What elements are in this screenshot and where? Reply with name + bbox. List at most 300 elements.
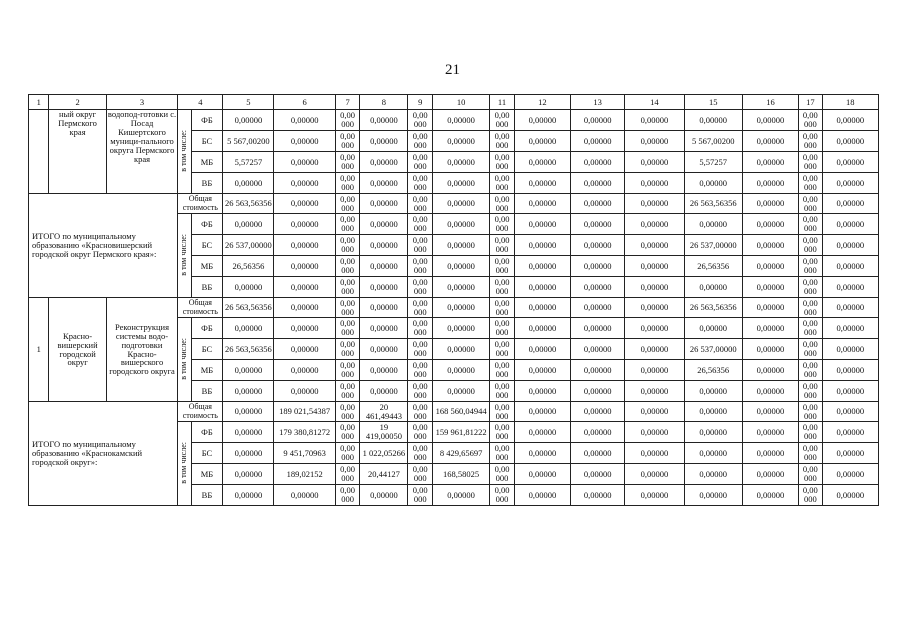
value-cell: 26 563,56356 [223,298,274,318]
fund-label: Общая стоимость [178,298,223,318]
value-cell: 0,00000 [360,360,408,381]
value-cell: 0,00000 [571,443,625,464]
value-cell: 5 567,00200 [684,131,742,152]
value-cell: 0,00000 [360,381,408,402]
value-cell: 0,00 000 [335,214,360,235]
value-cell: 0,00 000 [490,443,515,464]
value-cell: 0,00000 [274,173,335,194]
value-cell: 0,00000 [514,318,570,339]
value-cell: 0,00 000 [335,402,360,422]
value-cell: 0,00 000 [408,298,433,318]
value-cell: 0,00000 [822,402,878,422]
value-cell: 5 567,00200 [223,131,274,152]
value-cell: 0,00000 [684,485,742,506]
value-cell: 0,00000 [571,485,625,506]
value-cell: 0,00 000 [799,214,823,235]
value-cell: 0,00 000 [408,277,433,298]
value-cell: 0,00 000 [335,194,360,214]
value-cell: 0,00000 [360,173,408,194]
table-body [29,95,879,506]
value-cell: 0,00000 [822,339,878,360]
value-cell: 0,00 000 [799,485,823,506]
column-header-15: 15 [684,95,742,110]
column-header-5: 5 [223,95,274,110]
value-cell: 0,00 000 [408,110,433,131]
fund-label: ВБ [191,173,223,194]
value-cell: 0,00000 [274,256,335,277]
column-header-17: 17 [799,95,823,110]
value-cell: 0,00 000 [408,194,433,214]
value-cell: 0,00000 [822,194,878,214]
value-cell: 0,00 000 [799,422,823,443]
value-cell: 159 961,81222 [432,422,489,443]
value-cell: 0,00000 [625,256,684,277]
value-cell: 0,00000 [822,318,878,339]
table-row [29,298,879,318]
value-cell: 0,00000 [571,110,625,131]
value-cell: 0,00 000 [408,422,433,443]
value-cell: 0,00 000 [490,152,515,173]
value-cell: 0,00000 [274,194,335,214]
value-cell: 0,00 000 [490,485,515,506]
value-cell: 0,00000 [742,173,798,194]
value-cell: 0,00 000 [490,194,515,214]
value-cell: 0,00 000 [335,381,360,402]
value-cell: 0,00000 [571,422,625,443]
value-cell: 0,00000 [432,381,489,402]
municipality-name: Красно-вишерский городской округ [49,298,106,402]
value-cell: 0,00000 [514,194,570,214]
value-cell: 0,00000 [274,318,335,339]
value-cell: 0,00000 [625,443,684,464]
value-cell: 0,00000 [625,214,684,235]
value-cell: 0,00000 [571,173,625,194]
value-cell: 0,00 000 [799,402,823,422]
value-cell: 0,00 000 [490,214,515,235]
value-cell: 0,00 000 [490,464,515,485]
value-cell: 0,00000 [223,443,274,464]
value-cell: 0,00 000 [408,464,433,485]
value-cell: 0,00 000 [799,131,823,152]
column-header-16: 16 [742,95,798,110]
value-cell: 0,00000 [274,110,335,131]
value-cell: 0,00000 [625,485,684,506]
value-cell: 168 560,04944 [432,402,489,422]
in-including-vertical-label [178,110,191,194]
value-cell: 0,00 000 [408,235,433,256]
value-cell: 0,00000 [742,402,798,422]
value-cell: 0,00000 [223,173,274,194]
value-cell: 0,00000 [223,318,274,339]
value-cell: 26 563,56356 [684,194,742,214]
value-cell: 0,00000 [360,131,408,152]
value-cell: 0,00 000 [490,131,515,152]
fund-label: БС [191,235,223,256]
value-cell: 0,00000 [822,173,878,194]
municipality-name: ный округ Пермского края [49,110,106,194]
fund-label: ВБ [191,381,223,402]
value-cell: 0,00000 [742,339,798,360]
value-cell: 0,00000 [514,360,570,381]
value-cell: 5,57257 [223,152,274,173]
value-cell: 0,00000 [274,214,335,235]
value-cell: 5,57257 [684,152,742,173]
value-cell: 0,00000 [625,464,684,485]
column-header-14: 14 [625,95,684,110]
value-cell: 26 563,56356 [684,298,742,318]
value-cell: 0,00000 [432,173,489,194]
value-cell: 0,00000 [360,485,408,506]
value-cell: 0,00 000 [799,298,823,318]
value-cell: 0,00000 [625,298,684,318]
value-cell: 20 461,49443 [360,402,408,422]
value-cell: 0,00 000 [799,110,823,131]
fund-label: ФБ [191,422,223,443]
value-cell: 0,00000 [360,277,408,298]
value-cell: 0,00 000 [408,318,433,339]
value-cell: 0,00000 [822,277,878,298]
value-cell: 0,00000 [571,360,625,381]
value-cell: 0,00000 [432,194,489,214]
value-cell: 0,00000 [360,110,408,131]
fund-label: ФБ [191,214,223,235]
value-cell: 0,00000 [432,339,489,360]
value-cell: 0,00000 [684,443,742,464]
value-cell: 0,00000 [742,443,798,464]
in-including-text: в том числе: [179,337,189,380]
value-cell: 0,00000 [571,131,625,152]
value-cell: 0,00 000 [490,173,515,194]
value-cell: 189 021,54387 [274,402,335,422]
value-cell: 0,00000 [514,277,570,298]
value-cell: 0,00000 [274,131,335,152]
fund-label: МБ [191,256,223,277]
value-cell: 0,00 000 [335,298,360,318]
value-cell: 0,00 000 [408,381,433,402]
value-cell: 26 537,00000 [684,235,742,256]
value-cell: 0,00000 [432,360,489,381]
value-cell: 0,00000 [223,214,274,235]
value-cell: 0,00000 [514,464,570,485]
table-row [29,402,879,422]
value-cell: 0,00000 [514,152,570,173]
value-cell: 0,00000 [571,235,625,256]
value-cell: 0,00000 [625,194,684,214]
fund-label: ФБ [191,318,223,339]
value-cell: 0,00000 [223,422,274,443]
value-cell: 0,00000 [274,339,335,360]
value-cell: 0,00 000 [408,485,433,506]
value-cell: 0,00 000 [799,235,823,256]
value-cell: 0,00 000 [335,152,360,173]
value-cell: 0,00000 [274,485,335,506]
value-cell: 0,00 000 [408,131,433,152]
value-cell: 0,00000 [274,152,335,173]
col1-cell [29,110,49,194]
value-cell: 0,00000 [625,277,684,298]
value-cell: 0,00 000 [408,152,433,173]
value-cell: 0,00000 [742,277,798,298]
column-header-1: 1 [29,95,49,110]
value-cell: 0,00000 [742,152,798,173]
fund-label: МБ [191,152,223,173]
value-cell: 0,00 000 [490,256,515,277]
value-cell: 0,00 000 [799,443,823,464]
column-header-11: 11 [490,95,515,110]
column-header-18: 18 [822,95,878,110]
value-cell: 0,00000 [822,298,878,318]
value-cell: 0,00 000 [490,339,515,360]
value-cell: 0,00000 [571,318,625,339]
value-cell: 0,00 000 [490,277,515,298]
value-cell: 0,00000 [742,194,798,214]
value-cell: 0,00000 [571,339,625,360]
value-cell: 0,00000 [514,443,570,464]
value-cell: 0,00000 [571,214,625,235]
value-cell: 0,00000 [625,318,684,339]
value-cell: 0,00000 [514,214,570,235]
value-cell: 0,00000 [432,256,489,277]
value-cell: 0,00000 [822,360,878,381]
value-cell: 0,00000 [223,464,274,485]
value-cell: 0,00000 [223,402,274,422]
value-cell: 0,00000 [684,318,742,339]
value-cell: 0,00000 [742,464,798,485]
value-cell: 26 563,56356 [223,339,274,360]
in-including-vertical-label [178,318,191,402]
value-cell: 179 380,81272 [274,422,335,443]
value-cell: 0,00000 [822,152,878,173]
value-cell: 0,00 000 [335,173,360,194]
value-cell: 0,00 000 [799,194,823,214]
value-cell: 9 451,70963 [274,443,335,464]
column-header-6: 6 [274,95,335,110]
table-row [29,194,879,214]
value-cell: 0,00 000 [335,443,360,464]
value-cell: 0,00000 [514,235,570,256]
value-cell: 0,00000 [684,422,742,443]
value-cell: 20,44127 [360,464,408,485]
value-cell: 0,00 000 [799,339,823,360]
value-cell: 0,00000 [742,360,798,381]
value-cell: 26 563,56356 [223,194,274,214]
value-cell: 0,00000 [432,298,489,318]
value-cell: 0,00 000 [490,298,515,318]
value-cell: 0,00000 [223,381,274,402]
value-cell: 0,00 000 [335,256,360,277]
value-cell: 0,00000 [684,277,742,298]
value-cell: 0,00000 [571,381,625,402]
value-cell: 0,00000 [360,339,408,360]
item-number: 1 [29,298,49,402]
value-cell: 0,00 000 [490,318,515,339]
value-cell: 0,00000 [684,381,742,402]
page-number: 21 [445,62,460,78]
column-header-10: 10 [432,95,489,110]
column-header-3: 3 [106,95,178,110]
value-cell: 1 022,05266 [360,443,408,464]
value-cell: 0,00000 [625,360,684,381]
value-cell: 0,00000 [742,235,798,256]
value-cell: 0,00000 [432,485,489,506]
value-cell: 0,00000 [274,277,335,298]
table-row [29,110,879,131]
value-cell: 0,00 000 [490,110,515,131]
column-header-8: 8 [360,95,408,110]
value-cell: 0,00 000 [799,381,823,402]
in-including-vertical-label [178,422,191,506]
value-cell: 0,00 000 [408,173,433,194]
value-cell: 0,00000 [742,381,798,402]
value-cell: 0,00000 [360,298,408,318]
budget-table [28,94,879,506]
value-cell: 0,00000 [625,131,684,152]
value-cell: 0,00 000 [335,235,360,256]
project-name: водопод-готовки с. Посад Кишертского муници-пального округа Пермского края [106,110,178,194]
value-cell: 0,00 000 [335,464,360,485]
value-cell: 0,00000 [625,381,684,402]
in-including-vertical-label [178,214,191,298]
value-cell: 0,00000 [274,360,335,381]
value-cell: 189,02152 [274,464,335,485]
value-cell: 168,58025 [432,464,489,485]
value-cell: 0,00000 [625,235,684,256]
value-cell: 0,00000 [571,194,625,214]
value-cell: 0,00000 [571,298,625,318]
value-cell: 0,00000 [742,298,798,318]
value-cell: 0,00000 [684,173,742,194]
project-name: Реконструкция системы водо-подготовки Красно-вишерского городского округа [106,298,178,402]
value-cell: 0,00 000 [799,173,823,194]
value-cell: 26,56356 [684,256,742,277]
value-cell: 0,00 000 [490,235,515,256]
value-cell: 0,00 000 [799,318,823,339]
value-cell: 0,00000 [514,298,570,318]
value-cell: 0,00000 [360,235,408,256]
value-cell: 0,00000 [571,277,625,298]
value-cell: 0,00000 [571,402,625,422]
value-cell: 0,00000 [223,360,274,381]
value-cell: 0,00000 [514,381,570,402]
value-cell: 0,00000 [625,173,684,194]
value-cell: 0,00000 [514,339,570,360]
value-cell: 0,00000 [625,422,684,443]
value-cell: 0,00000 [360,318,408,339]
value-cell: 0,00 000 [335,110,360,131]
value-cell: 0,00000 [274,235,335,256]
value-cell: 0,00000 [742,214,798,235]
value-cell: 0,00000 [432,152,489,173]
value-cell: 0,00 000 [408,256,433,277]
value-cell: 0,00 000 [335,318,360,339]
value-cell: 0,00000 [742,256,798,277]
value-cell: 0,00000 [684,464,742,485]
value-cell: 0,00000 [514,402,570,422]
value-cell: 0,00 000 [490,402,515,422]
value-cell: 0,00000 [822,235,878,256]
value-cell: 8 429,65697 [432,443,489,464]
value-cell: 0,00 000 [490,381,515,402]
value-cell: 0,00 000 [408,443,433,464]
value-cell: 0,00000 [625,110,684,131]
fund-label: ВБ [191,277,223,298]
value-cell: 0,00000 [360,256,408,277]
value-cell: 0,00000 [742,485,798,506]
value-cell: 0,00000 [360,214,408,235]
column-header-4: 4 [178,95,223,110]
in-including-text: в том числе: [179,129,189,172]
value-cell: 0,00 000 [335,131,360,152]
value-cell: 0,00000 [432,235,489,256]
in-including-text: в том числе: [179,233,189,276]
value-cell: 0,00000 [625,339,684,360]
value-cell: 0,00000 [514,110,570,131]
in-including-text: в том числе: [179,441,189,484]
value-cell: 0,00000 [432,277,489,298]
value-cell: 0,00000 [571,464,625,485]
value-cell: 0,00000 [822,422,878,443]
value-cell: 26,56356 [684,360,742,381]
value-cell: 0,00000 [432,214,489,235]
value-cell: 0,00000 [514,256,570,277]
fund-label: МБ [191,360,223,381]
value-cell: 26 537,00000 [684,339,742,360]
fund-label: МБ [191,464,223,485]
value-cell: 0,00 000 [799,464,823,485]
value-cell: 0,00 000 [335,422,360,443]
value-cell: 0,00000 [625,402,684,422]
value-cell: 0,00000 [360,194,408,214]
value-cell: 0,00 000 [335,360,360,381]
value-cell: 0,00000 [742,318,798,339]
value-cell: 19 419,00050 [360,422,408,443]
value-cell: 0,00000 [742,110,798,131]
value-cell: 26,56356 [223,256,274,277]
value-cell: 0,00 000 [799,277,823,298]
value-cell: 26 537,00000 [223,235,274,256]
value-cell: 0,00000 [223,485,274,506]
value-cell: 0,00000 [625,152,684,173]
value-cell: 0,00000 [571,152,625,173]
value-cell: 0,00000 [822,131,878,152]
value-cell: 0,00 000 [335,339,360,360]
value-cell: 0,00 000 [408,214,433,235]
column-header-12: 12 [514,95,570,110]
value-cell: 0,00000 [822,256,878,277]
value-cell: 0,00 000 [408,339,433,360]
value-cell: 0,00 000 [490,360,515,381]
value-cell: 0,00000 [684,214,742,235]
value-cell: 0,00000 [432,110,489,131]
value-cell: 0,00000 [514,485,570,506]
column-header-2: 2 [49,95,106,110]
value-cell: 0,00 000 [799,360,823,381]
value-cell: 0,00 000 [799,152,823,173]
value-cell: 0,00000 [822,464,878,485]
value-cell: 0,00000 [432,318,489,339]
header-row [29,95,879,110]
value-cell: 0,00000 [274,381,335,402]
fund-label: ФБ [191,110,223,131]
value-cell: 0,00000 [684,402,742,422]
value-cell: 0,00000 [571,256,625,277]
column-header-9: 9 [408,95,433,110]
value-cell: 0,00 000 [335,485,360,506]
value-cell: 0,00000 [223,277,274,298]
value-cell: 0,00 000 [335,277,360,298]
value-cell: 0,00000 [360,152,408,173]
value-cell: 0,00000 [822,443,878,464]
